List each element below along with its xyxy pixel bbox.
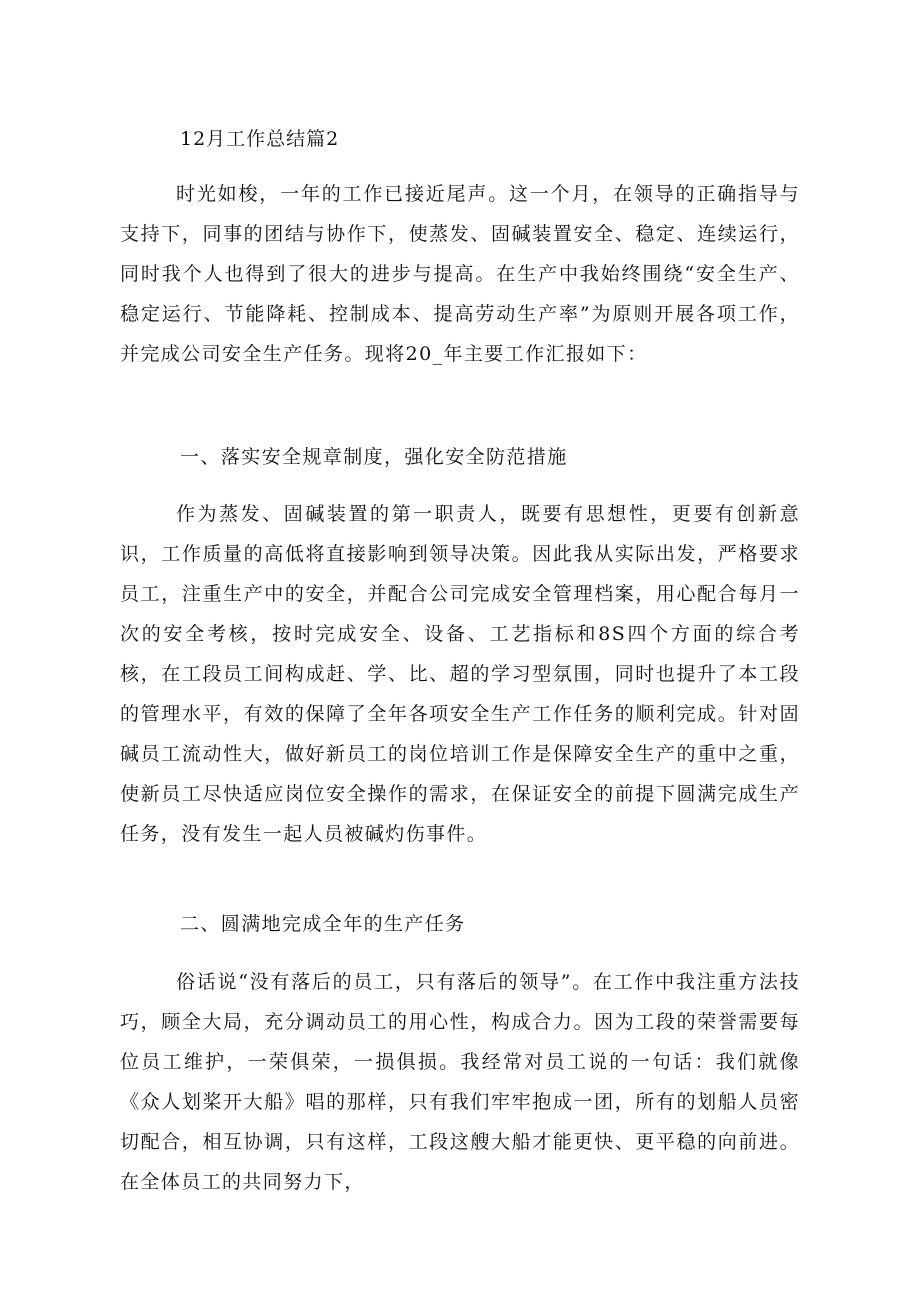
document-title: 12月工作总结篇2: [180, 128, 340, 150]
paragraph-safety: 作为蒸发、固碱装置的第一职责人，既要有思想性，更要有创新意识，工作质量的高低将直接影响到领导决策。因此我从实际出发，严格要求员工，注重生产中的安全，并配合公司完成安全管理档案，用心配合每月一次的安全考核，按时完成安全、设备、工艺指标和8S四个方面的综合考核，在工段员工间构成赶、学、比、超的学习型氛围，同时也提升了本工段的管理水平，有效的保障了全年各项安全生产工作任务的顺利完成。针对固碱员工流动性大，做好新员工的岗位培训工作是保障安全生产的重中之重，使新员工尽快适应岗位安全操作的需求，在保证安全的前提下圆满完成生产任务，没有发生一起人员被碱灼伤事件。: [120, 503, 800, 845]
section-heading-production: 二、圆满地完成全年的生产任务: [180, 913, 466, 935]
paragraph-production: 俗话说“没有落后的员工，只有落后的领导”。在工作中我注重方法技巧，顾全大局，充分调动员工的用心性，构成合力。因为工段的荣誉需要每位员工维护，一荣俱荣，一损俱损。我经常对员工说的一句话：我们就像《众人划桨开大船》唱的那样，只有我们牢牢抱成一团，所有的划船人员密切配合，相互协调，只有这样，工段这艘大船才能更快、更平稳的向前进。在全体员工的共同努力下，: [120, 971, 800, 1193]
paragraph-intro: 时光如梭，一年的工作已接近尾声。这一个月，在领导的正确指导与支持下，同事的团结与协作下，使蒸发、固碱装置安全、稳定、连续运行，同时我个人也得到了很大的进步与提高。在生产中我始终围绕“安全生产、稳定运行、节能降耗、控制成本、提高劳动生产率”为原则开展各项工作，并完成公司安全生产任务。现将20_年主要工作汇报如下：: [120, 183, 800, 365]
section-heading-safety: 一、落实安全规章制度，强化安全防范措施: [180, 446, 568, 468]
